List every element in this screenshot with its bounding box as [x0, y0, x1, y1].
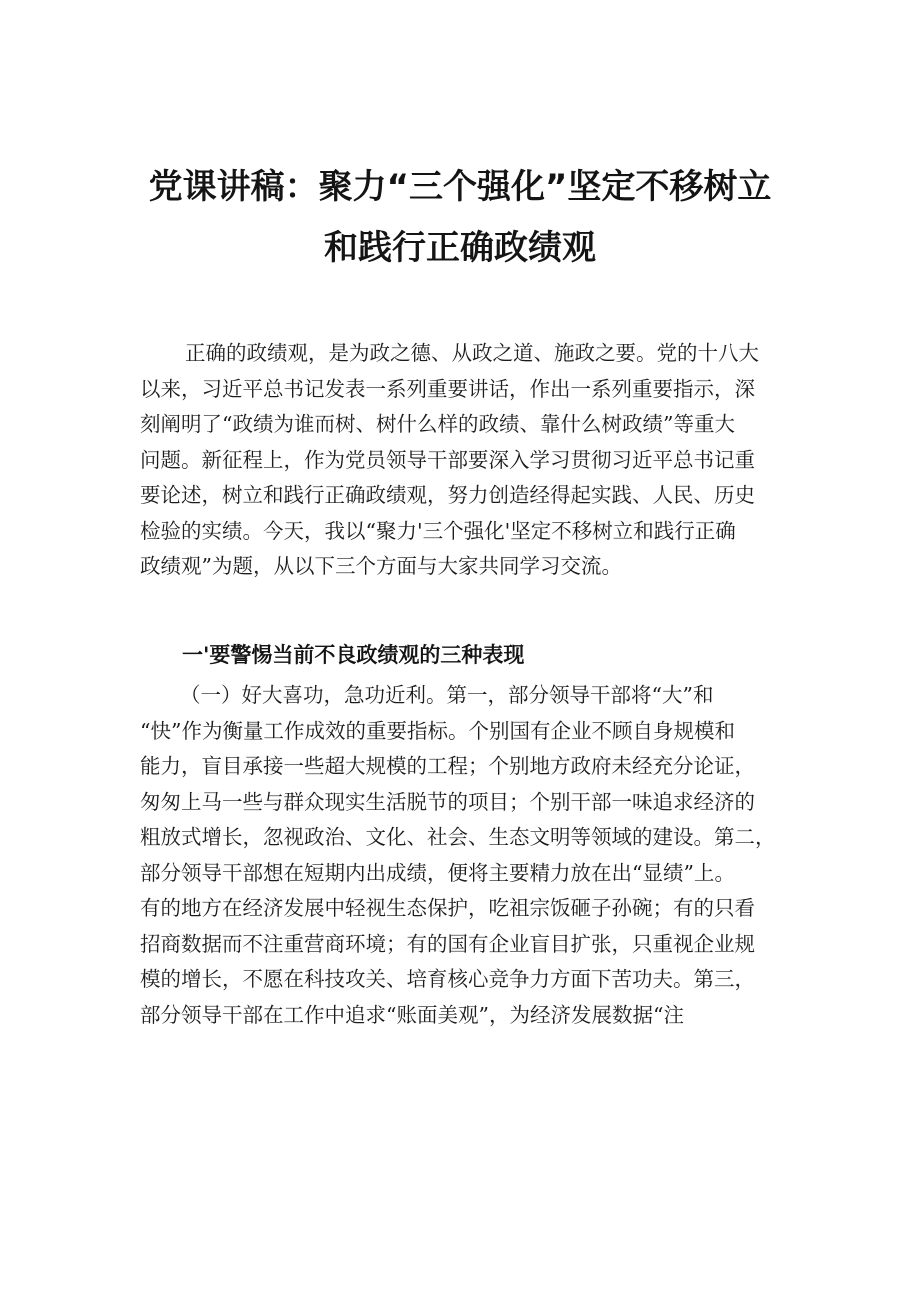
- text-line: 正确的政绩观，是为政之德、从政之道、施政之要。党的十八大: [185, 341, 759, 365]
- text-line: 部分领导干部在工作中追求“账面美观”，为经济发展数据“注: [140, 1002, 684, 1027]
- text-line: 有的地方在经济发展中轻视生态保护，吃祖宗饭砸子孙碗；有的只看: [140, 896, 755, 920]
- text-line: 能力，盲目承接一些超大规模的工程；个别地方政府未经充分论证，: [140, 754, 755, 778]
- text-line: 粗放式增长，忽视政治、文化、社会、生态文明等领域的建设。第二，: [140, 825, 776, 849]
- text-line: 问题。新征程上，作为党员领导干部要深入学习贯彻习近平总书记重: [140, 447, 755, 472]
- text-line: 模的增长，不愿在科技攻关、培育核心竞争力方面下苦功夫。第三，: [140, 967, 755, 991]
- text-line: “快”作为衡量工作成效的重要指标。个别国有企业不顾自身规模和: [140, 718, 735, 743]
- text-line: 部分领导干部想在短期内出成绩，便将主要精力放在出“显绩”上。: [140, 860, 735, 885]
- text-line: 检验的实绩。今天，我以“聚力'三个强化'坚定不移树立和践行正确: [140, 518, 736, 543]
- section-heading: 一'要警惕当前不良政绩观的三种表现: [182, 643, 525, 667]
- page-title-line-1: 党课讲稿：聚力“三个强化”坚定不移树立: [148, 167, 772, 207]
- text-line: （一）好大喜功，急功近利。第一，部分领导干部将“大”和: [180, 683, 714, 707]
- text-line: 要论述，树立和践行正确政绩观，努力创造经得起实践、人民、历史: [140, 483, 755, 507]
- text-line: 以来，习近平总书记发表一系列重要讲话，作出一系列重要指示，深: [140, 376, 755, 401]
- intro-paragraph: [140, 336, 785, 585]
- page-title-line-2: 和践行正确政绩观: [324, 228, 596, 268]
- text-line: 政绩观”为题，从以下三个方面与大家共同学习交流。: [140, 554, 622, 578]
- text-line: 刻阐明了“政绩为谁而树、树什么样的政绩、靠什么树政绩”等重大: [140, 412, 735, 436]
- section-paragraph: [140, 678, 785, 1033]
- text-line: 匆匆上马一些与群众现实生活脱节的项目；个别干部一味追求经济的: [140, 789, 755, 814]
- text-line: 招商数据而不注重营商环境；有的国有企业盲目扩张，只重视企业规: [140, 931, 755, 956]
